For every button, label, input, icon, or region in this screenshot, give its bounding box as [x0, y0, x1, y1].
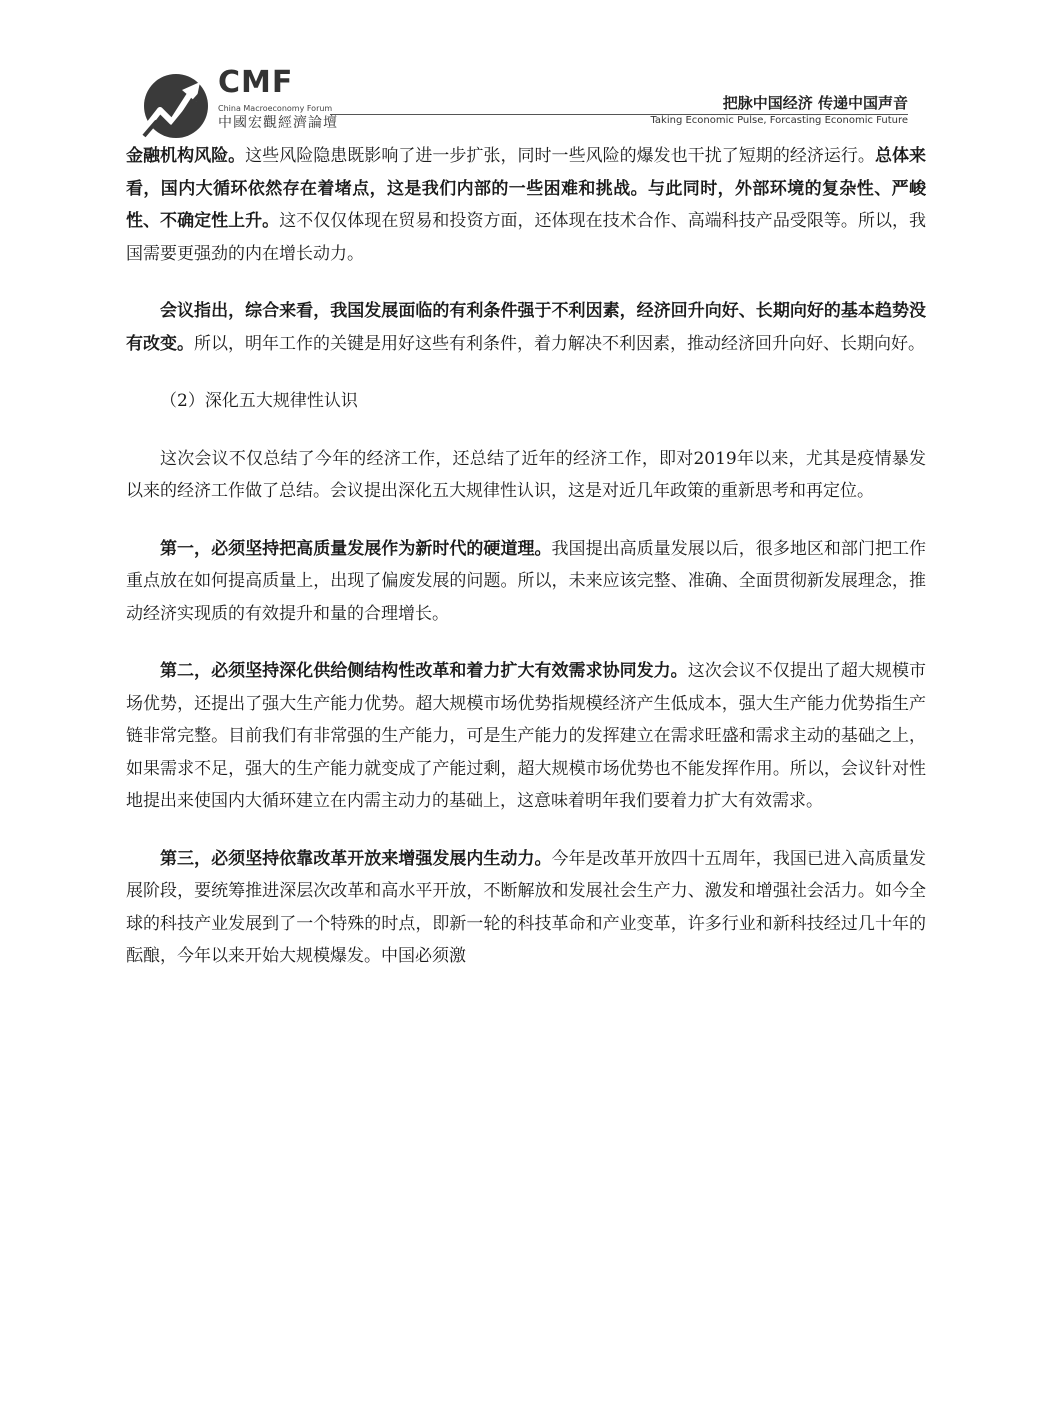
bold-text: 总体来看，国内大循环依然存在着堵点，这是我们内部的一些困难和挑战。与此同时，外部环境的复杂性、严峻性、不确定性上升。 — [126, 146, 927, 231]
bold-text: 第三，必须坚持依靠改革开放来增强发展内生动力。 — [160, 848, 552, 869]
body-text: 这次会议不仅提出了超大规模市场优势，还提出了强大生产能力优势。超大规模市场优势指规模经济产生低成本，强大生产能力优势指生产链非常完整。目前我们有非常强的生产能力，可是生产能力的发挥建立在需求旺盛和需求主动的基础之上，如果需求不足，强大的生产能力就变成了产能过剩，超大规模市场优势也不能发挥作用。所以，会议针对性地提出来使国内大循环建立在内需主动力的基础上，这意味着明年我们要着力扩大有效需求。 — [126, 661, 926, 811]
logo-title: CMF — [218, 65, 294, 100]
paragraph-2 — [126, 295, 926, 360]
slogan-en: Taking Economic Pulse, Forcasting Economic Future — [650, 115, 908, 126]
paragraph-4 — [126, 533, 926, 631]
paragraph-1 — [126, 140, 926, 270]
section-heading — [126, 385, 926, 418]
cmf-logo-icon — [142, 70, 214, 140]
logo-subtitle-cn: 中國宏觀經濟論壇 — [218, 115, 338, 131]
body-text: 这些风险隐患既影响了进一步扩张，同时一些风险的爆发也干扰了短期的经济运行。 — [245, 146, 875, 166]
bold-text: 会议指出，综合来看，我国发展面临的有利条件强于不利因素，经济回升向好、长期向好的基本趋势没有改变。 — [126, 301, 926, 354]
logo-subtitle-en: China Macroeconomy Forum — [218, 104, 333, 113]
document-body — [126, 140, 926, 998]
body-text: 这次会议不仅总结了今年的经济工作，还总结了近年的经济工作，即对2019年以来，尤其是疫情暴发以来的经济工作做了总结。会议提出深化五大规律性认识，这是对近几年政策的重新思考和再定位。 — [126, 448, 926, 501]
bold-text: 第二，必须坚持深化供给侧结构性改革和着力扩大有效需求协同发力。 — [160, 661, 688, 681]
page-header — [0, 0, 1053, 140]
body-text: 今年是改革开放四十五周年，我国已进入高质量发展阶段，要统筹推进深层次改革和高水平开放，不断解放和发展社会生产力、激发和增强社会活力。如今全球的科技产业发展到了一个特殊的时点，即新一轮的科技革命和产业变革，许多行业和新科技经过几十年的酝酿，今年以来开始大规模爆发。中国必须激 — [126, 848, 927, 966]
paragraph-3 — [126, 443, 926, 508]
body-text: 这不仅仅体现在贸易和投资方面，还体现在技术合作、高端科技产品受限等。所以，我国需要更强劲的内在增长动力。 — [126, 211, 927, 264]
body-text: 我国提出高质量发展以后，很多地区和部门把工作重点放在如何提高质量上，出现了偏废发展的问题。所以，未来应该完整、准确、全面贯彻新发展理念，推动经济实现质的有效提升和量的合理增长。 — [126, 538, 927, 624]
bold-text: 第一，必须坚持把高质量发展作为新时代的硬道理。 — [160, 538, 552, 559]
heading-text: （2）深化五大规律性认识 — [160, 391, 358, 411]
paragraph-5 — [126, 655, 926, 818]
paragraph-6 — [126, 843, 926, 973]
body-text: 所以，明年工作的关键是用好这些有利条件，着力解决不利因素，推动经济回升向好、长期向好。 — [194, 333, 925, 354]
bold-text: 金融机构风险。 — [126, 146, 246, 166]
slogan-cn: 把脉中国经济 传递中国声音 — [722, 94, 908, 112]
